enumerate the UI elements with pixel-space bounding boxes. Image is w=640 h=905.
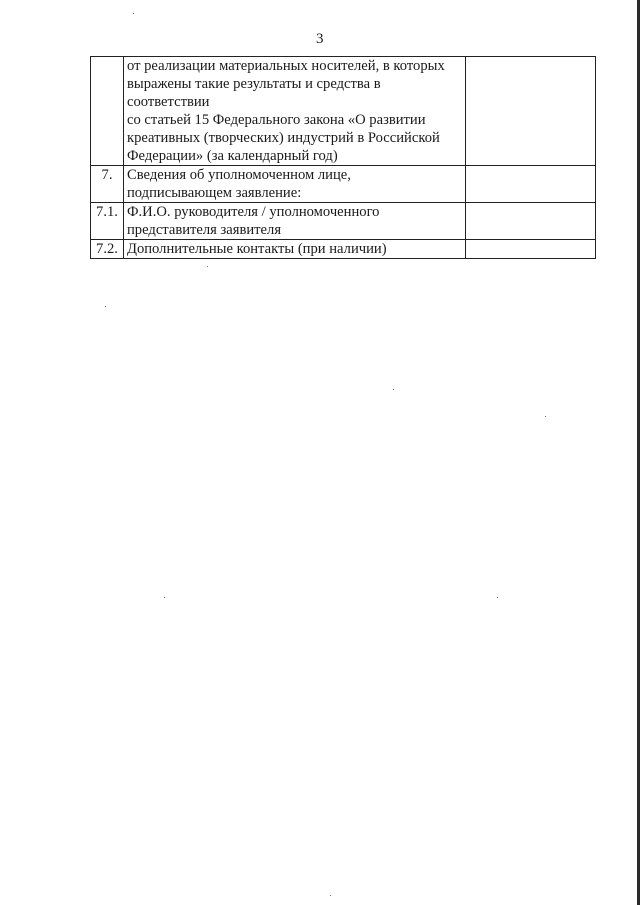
row-value-cell: [466, 166, 596, 203]
table-row: [91, 203, 596, 240]
row-value-cell: [466, 240, 596, 259]
row-description: [124, 203, 466, 240]
scan-speck: [393, 389, 394, 390]
page-number: 3: [316, 31, 324, 47]
table-row: [91, 57, 596, 166]
row-description: [124, 57, 466, 166]
row-description-text: Дополнительные контакты (при наличии): [127, 241, 387, 257]
application-form-table: [90, 56, 596, 259]
row-number: 7.1.: [91, 203, 124, 240]
scan-speck: [545, 416, 546, 417]
scan-speck: [164, 597, 165, 598]
table-row: [91, 166, 596, 203]
row-value-cell: [466, 203, 596, 240]
scan-speck: [497, 597, 498, 598]
table-row: [91, 240, 596, 259]
row-description-text: Ф.И.О. руководителя / уполномоченного представителя заявителя: [127, 204, 380, 238]
scan-speck: [133, 13, 134, 14]
scan-speck: [330, 895, 331, 896]
row-value-cell: [466, 57, 596, 166]
row-number: [91, 57, 124, 166]
scan-speck: [105, 306, 106, 307]
scan-speck: [207, 266, 208, 267]
row-description-text: Сведения об уполномоченном лице, подписывающем заявление:: [127, 167, 351, 201]
row-number: 7.2.: [91, 240, 124, 259]
row-number: 7.: [91, 166, 124, 203]
row-description: [124, 240, 466, 259]
row-description-text: от реализации материальных носителей, в которых выражены такие результаты и средства в соответствии со статьей 15 Федерального закона «О развитии креативных (творческих) индустрий в Российской Федерации» (за календарный год): [127, 58, 445, 164]
row-description: [124, 166, 466, 203]
